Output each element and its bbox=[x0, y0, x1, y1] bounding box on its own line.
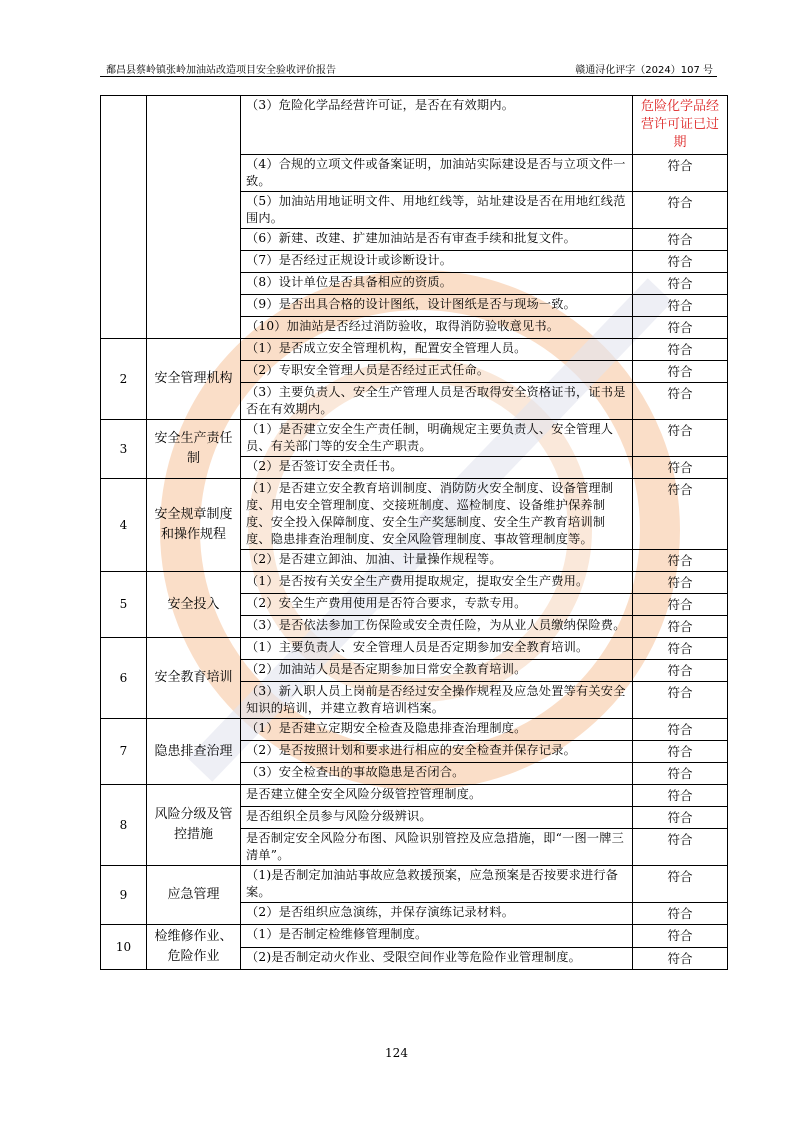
check-result: 符合 bbox=[633, 273, 728, 295]
check-result: 符合 bbox=[633, 638, 728, 660]
table-row bbox=[101, 925, 728, 948]
check-result: 符合 bbox=[633, 829, 728, 866]
item-number: 5 bbox=[101, 572, 147, 638]
check-content: （2）是否签订安全责任书。 bbox=[241, 457, 633, 479]
check-result: 符合 bbox=[633, 616, 728, 638]
check-content: （2）安全生产费用使用是否符合要求，专款专用。 bbox=[241, 594, 633, 616]
check-content: （7）是否经过正规设计或诊断设计。 bbox=[241, 251, 633, 273]
category-cell: 安全投入 bbox=[147, 572, 241, 638]
item-number: 8 bbox=[101, 785, 147, 866]
check-content: （9）是否出具合格的设计图纸，设计图纸是否与现场一致。 bbox=[241, 295, 633, 317]
check-content: （3）安全检查出的事故隐患是否闭合。 bbox=[241, 763, 633, 785]
check-content: （1）是否制定检维修管理制度。 bbox=[241, 925, 633, 948]
check-result: 符合 bbox=[633, 719, 728, 741]
check-result: 符合 bbox=[633, 682, 728, 719]
check-content: （6）新建、改建、扩建加油站是否有审查手续和批复文件。 bbox=[241, 229, 633, 251]
table-row bbox=[101, 572, 728, 594]
check-content: （1）是否成立安全管理机构，配置安全管理人员。 bbox=[241, 339, 633, 361]
item-number: 3 bbox=[101, 420, 147, 479]
check-content: （1）是否按有关安全生产费用提取规定，提取安全生产费用。 bbox=[241, 572, 633, 594]
check-content: （3）是否依法参加工伤保险或安全责任险，为从业人员缴纳保险费。 bbox=[241, 616, 633, 638]
check-content: （4）合规的立项文件或备案证明，加油站实际建设是否与立项文件一致。 bbox=[241, 155, 633, 192]
check-result: 符合 bbox=[633, 903, 728, 925]
check-content: （3）新入职人员上岗前是否经过安全操作规程及应急处置等有关安全知识的培训，并建立教育培训档案。 bbox=[241, 682, 633, 719]
check-result: 符合 bbox=[633, 660, 728, 682]
check-result: 符合 bbox=[633, 741, 728, 763]
check-content: （1）是否建立定期安全检查及隐患排查治理制度。 bbox=[241, 719, 633, 741]
report-number: 赣通浔化评字（2024）107 号 bbox=[575, 65, 713, 76]
item-number: 4 bbox=[101, 479, 147, 572]
item-number: 9 bbox=[101, 866, 147, 925]
category-cell: 检维修作业、危险作业 bbox=[147, 925, 241, 970]
check-result: 符合 bbox=[633, 155, 728, 192]
check-content: （2）加油站人员是否定期参加日常安全教育培训。 bbox=[241, 660, 633, 682]
check-content: （3）主要负责人、安全生产管理人员是否取得安全资格证书，证书是否在有效期内。 bbox=[241, 383, 633, 420]
check-result: 符合 bbox=[633, 866, 728, 903]
check-content: 是否制定安全风险分布图、风险识别管控及应急措施，即“一图一牌三清单”。 bbox=[241, 829, 633, 866]
check-result: 符合 bbox=[633, 479, 728, 550]
check-result: 符合 bbox=[633, 594, 728, 616]
check-content: （8）设计单位是否具备相应的资质。 bbox=[241, 273, 633, 295]
item-number bbox=[101, 96, 147, 339]
category-cell: 安全教育培训 bbox=[147, 638, 241, 719]
check-result: 符合 bbox=[633, 251, 728, 273]
category-cell: 隐患排查治理 bbox=[147, 719, 241, 785]
check-result: 符合 bbox=[633, 925, 728, 948]
checklist-table bbox=[100, 95, 728, 970]
category-cell bbox=[147, 96, 241, 339]
category-cell: 安全管理机构 bbox=[147, 339, 241, 420]
item-number: 2 bbox=[101, 339, 147, 420]
page-header bbox=[100, 60, 717, 77]
check-result: 符合 bbox=[633, 295, 728, 317]
check-content: （1）是否建立安全生产责任制，明确规定主要负责人、安全管理人员、有关部门等的安全生产职责。 bbox=[241, 420, 633, 457]
check-result: 符合 bbox=[633, 550, 728, 572]
check-result: 符合 bbox=[633, 785, 728, 807]
check-content: （1）是否建立安全教育培训制度、消防防火安全制度、设备管理制度、用电安全管理制度、交接班制度、巡检制度、设备维护保养制度、安全投入保障制度、安全生产奖惩制度、安全生产教育培训制度、隐患排查治理制度、安全风险管理制度、事故管理制度等。 bbox=[241, 479, 633, 550]
check-content: （5）加油站用地证明文件、用地红线等，站址建设是否在用地红线范围内。 bbox=[241, 192, 633, 229]
check-result: 符合 bbox=[633, 192, 728, 229]
check-content: 是否组织全员参与风险分级辨识。 bbox=[241, 807, 633, 829]
check-result: 符合 bbox=[633, 457, 728, 479]
item-number: 10 bbox=[101, 925, 147, 970]
check-result: 符合 bbox=[633, 572, 728, 594]
category-cell: 风险分级及管控措施 bbox=[147, 785, 241, 866]
check-result: 符合 bbox=[633, 229, 728, 251]
category-cell: 安全生产责任制 bbox=[147, 420, 241, 479]
check-result: 符合 bbox=[633, 420, 728, 457]
category-cell: 安全规章制度和操作规程 bbox=[147, 479, 241, 572]
table-row bbox=[101, 866, 728, 903]
check-content: 是否建立健全安全风险分级管控管理制度。 bbox=[241, 785, 633, 807]
check-result: 危险化学品经营许可证已过期 bbox=[633, 96, 728, 155]
check-result: 符合 bbox=[633, 807, 728, 829]
check-content: （1)是否制定加油站事故应急救援预案，应急预案是否按要求进行备案。 bbox=[241, 866, 633, 903]
page-number: 124 bbox=[385, 1046, 408, 1060]
check-result: 符合 bbox=[633, 947, 728, 970]
table-row bbox=[101, 479, 728, 550]
check-content: （2）是否组织应急演练，并保存演练记录材料。 bbox=[241, 903, 633, 925]
item-number: 7 bbox=[101, 719, 147, 785]
check-content: （2)是否制定动火作业、受限空间作业等危险作业管理制度。 bbox=[241, 947, 633, 970]
check-content: （2）是否按照计划和要求进行相应的安全检查并保存记录。 bbox=[241, 741, 633, 763]
report-title: 鄱昌县蔡岭镇张岭加油站改造项目安全验收评价报告 bbox=[106, 65, 336, 76]
item-number: 6 bbox=[101, 638, 147, 719]
table-row bbox=[101, 96, 728, 155]
check-content: （3）危险化学品经营许可证，是否在有效期内。 bbox=[241, 96, 633, 155]
table-row bbox=[101, 420, 728, 457]
table-row bbox=[101, 638, 728, 660]
check-content: （10）加油站是否经过消防验收，取得消防验收意见书。 bbox=[241, 317, 633, 339]
check-content: （2）是否建立卸油、加油、计量操作规程等。 bbox=[241, 550, 633, 572]
table-row bbox=[101, 719, 728, 741]
check-content: （2）专职安全管理人员是否经过正式任命。 bbox=[241, 361, 633, 383]
check-result: 符合 bbox=[633, 339, 728, 361]
check-result: 符合 bbox=[633, 383, 728, 420]
check-result: 符合 bbox=[633, 361, 728, 383]
category-cell: 应急管理 bbox=[147, 866, 241, 925]
table-row bbox=[101, 339, 728, 361]
table-row bbox=[101, 785, 728, 807]
check-result: 符合 bbox=[633, 763, 728, 785]
check-result: 符合 bbox=[633, 317, 728, 339]
check-content: （1）主要负责人、安全管理人员是否定期参加安全教育培训。 bbox=[241, 638, 633, 660]
